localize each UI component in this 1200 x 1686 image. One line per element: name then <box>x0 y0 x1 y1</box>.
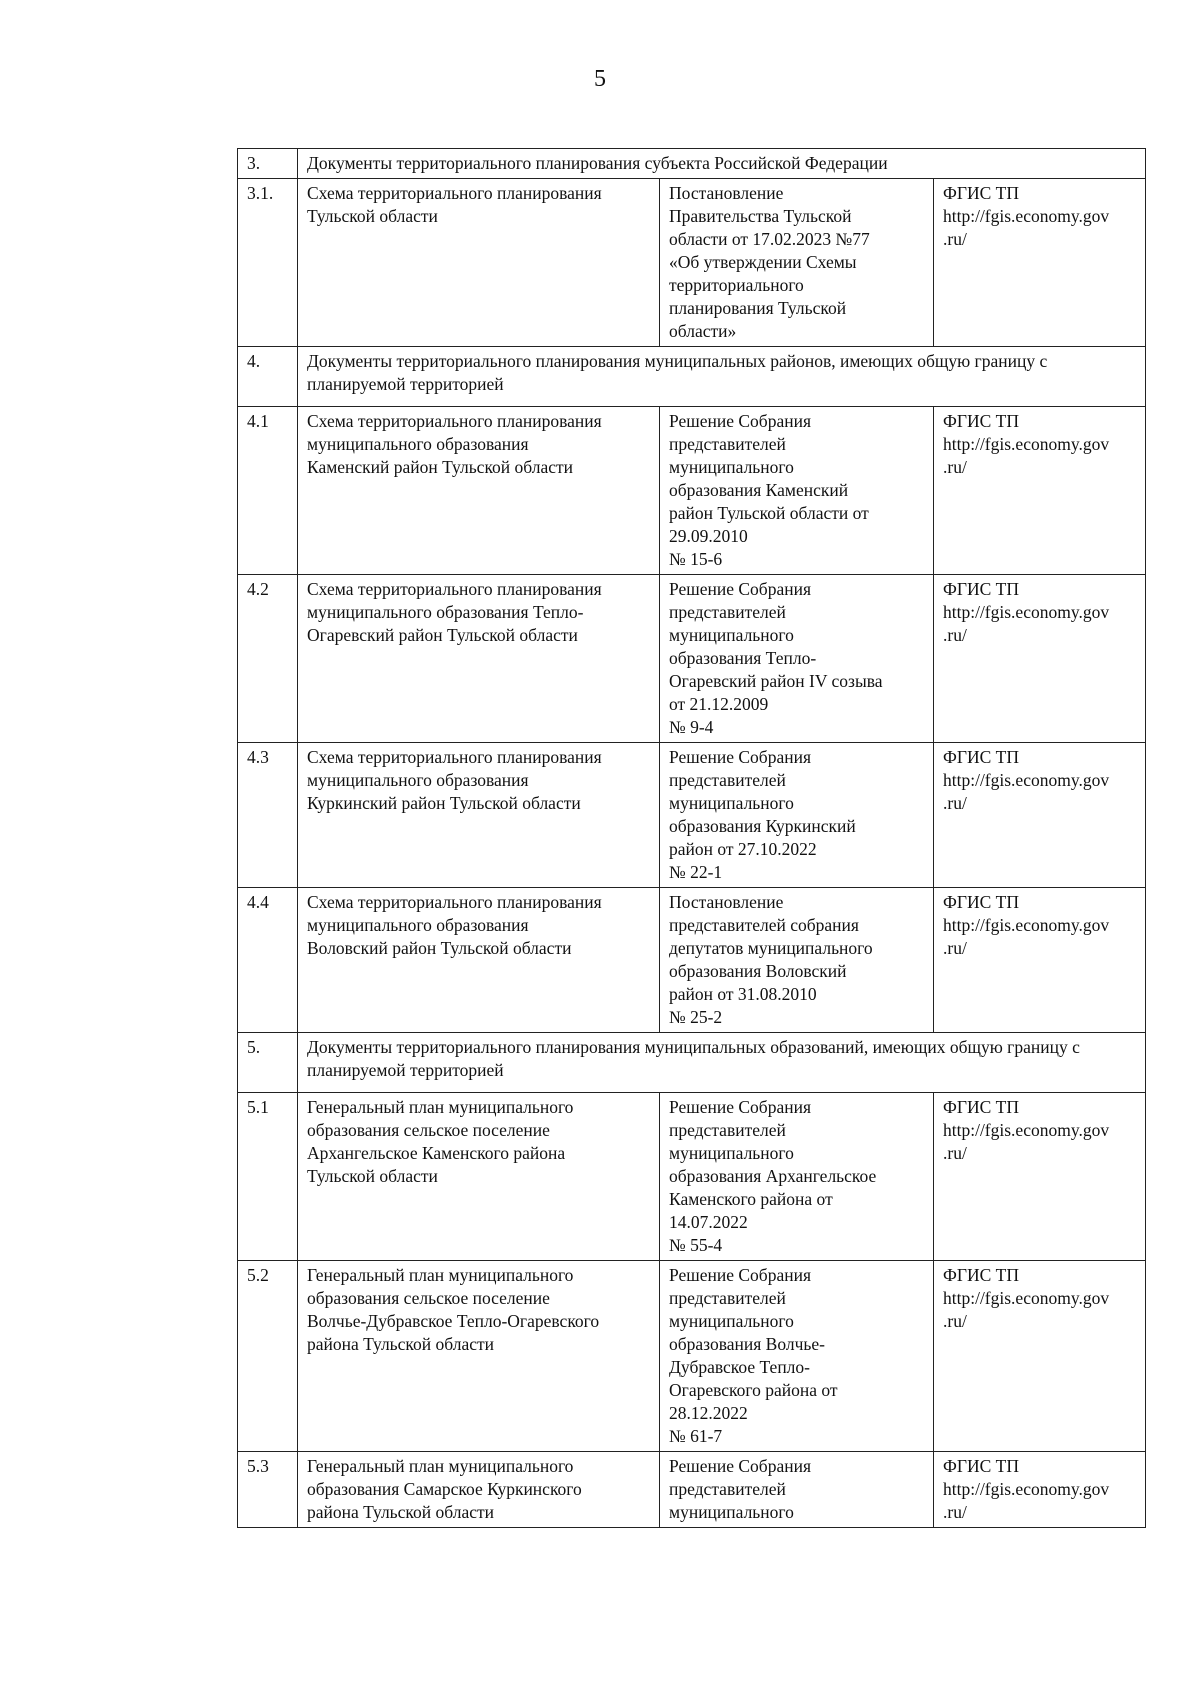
table-row <box>238 1261 1146 1452</box>
source-cell <box>934 888 1146 1033</box>
document-name-line: Архангельское Каменского района <box>307 1143 566 1163</box>
source-line: http://fgis.economy.gov <box>943 1288 1110 1308</box>
row-number: 5. <box>238 1033 298 1093</box>
document-name-line: Тульской области <box>307 206 438 226</box>
approval-act-line: Решение Собрания <box>669 747 812 767</box>
row-number: 4.2 <box>238 575 298 743</box>
source-line: ФГИС ТП <box>943 411 1019 431</box>
document-name-line: Схема территориального планирования <box>307 411 602 431</box>
approval-act-line: Правительства Тульской <box>669 206 852 226</box>
source-line: http://fgis.economy.gov <box>943 206 1110 226</box>
table-row <box>238 179 1146 347</box>
source-line: .ru/ <box>943 625 967 645</box>
row-number: 4. <box>238 347 298 407</box>
document-name-line: Волчье-Дубравское Тепло-Огаревского <box>307 1311 600 1331</box>
document-name-line: Воловский район Тульской области <box>307 938 572 958</box>
approval-act-cell <box>660 1452 934 1528</box>
approval-act-line: образования Волчье- <box>669 1334 825 1354</box>
territorial-planning-documents-table <box>237 148 1146 1528</box>
approval-act-line: муниципального <box>669 1311 794 1331</box>
row-number: 4.4 <box>238 888 298 1033</box>
document-name-line: образования сельское поселение <box>307 1288 550 1308</box>
approval-act-line: планирования Тульской <box>669 298 847 318</box>
approval-act-line: представителей собрания <box>669 915 859 935</box>
source-cell <box>934 1093 1146 1261</box>
approval-act-line: депутатов муниципального <box>669 938 873 958</box>
row-number: 3.1. <box>238 179 298 347</box>
document-name-line: Схема территориального планирования <box>307 892 602 912</box>
document-name-cell <box>298 888 660 1033</box>
document-name-line: муниципального образования Тепло- <box>307 602 584 622</box>
source-line: .ru/ <box>943 229 967 249</box>
source-line: .ru/ <box>943 1143 967 1163</box>
approval-act-cell <box>660 575 934 743</box>
approval-act-cell <box>660 179 934 347</box>
approval-act-line: муниципального <box>669 793 794 813</box>
approval-act-line: № 9-4 <box>669 717 714 737</box>
approval-act-line: представителей <box>669 602 786 622</box>
approval-act-line: «Об утверждении Схемы <box>669 252 857 272</box>
document-name-line: муниципального образования <box>307 770 529 790</box>
row-number: 4.3 <box>238 743 298 888</box>
row-number: 4.1 <box>238 407 298 575</box>
approval-act-line: представителей <box>669 1288 786 1308</box>
source-line: ФГИС ТП <box>943 183 1019 203</box>
approval-act-line: представителей <box>669 1120 786 1140</box>
approval-act-line: Решение Собрания <box>669 411 812 431</box>
source-cell <box>934 179 1146 347</box>
approval-act-line: район от 27.10.2022 <box>669 839 817 859</box>
source-line: http://fgis.economy.gov <box>943 915 1110 935</box>
document-name-line: Тульской области <box>307 1166 438 1186</box>
document-name-cell <box>298 407 660 575</box>
approval-act-line: образования Тепло- <box>669 648 817 668</box>
approval-act-line: № 55-4 <box>669 1235 723 1255</box>
document-name-line: Схема территориального планирования <box>307 183 602 203</box>
approval-act-line: муниципального <box>669 1143 794 1163</box>
source-line: http://fgis.economy.gov <box>943 1479 1110 1499</box>
approval-act-line: образования Воловский <box>669 961 847 981</box>
approval-act-line: Постановление <box>669 892 784 912</box>
approval-act-line: Каменского района от <box>669 1189 833 1209</box>
row-number: 5.1 <box>238 1093 298 1261</box>
document-name-line: Схема территориального планирования <box>307 747 602 767</box>
table-row <box>238 743 1146 888</box>
source-line: ФГИС ТП <box>943 1456 1019 1476</box>
section-title: Документы территориального планирования муниципальных образований, имеющих общую границу с планируемой территорией <box>298 1033 1146 1093</box>
row-number: 5.2 <box>238 1261 298 1452</box>
approval-act-line: 28.12.2022 <box>669 1403 748 1423</box>
source-cell <box>934 407 1146 575</box>
document-name-cell <box>298 1093 660 1261</box>
document-name-line: Генеральный план муниципального <box>307 1456 574 1476</box>
section-row <box>238 1033 1146 1093</box>
source-cell <box>934 575 1146 743</box>
approval-act-line: Решение Собрания <box>669 1097 812 1117</box>
approval-act-line: № 15-6 <box>669 549 723 569</box>
approval-act-cell <box>660 1261 934 1452</box>
approval-act-line: № 25-2 <box>669 1007 723 1027</box>
source-line: ФГИС ТП <box>943 892 1019 912</box>
document-name-line: Огаревский район Тульской области <box>307 625 578 645</box>
approval-act-line: от 21.12.2009 <box>669 694 769 714</box>
document-name-line: Каменский район Тульской области <box>307 457 574 477</box>
approval-act-line: район от 31.08.2010 <box>669 984 817 1004</box>
approval-act-line: области от 17.02.2023 №77 <box>669 229 870 249</box>
document-name-line: района Тульской области <box>307 1502 495 1522</box>
table-row <box>238 888 1146 1033</box>
section-row <box>238 347 1146 407</box>
document-name-line: Схема территориального планирования <box>307 579 602 599</box>
section-title: Документы территориального планирования муниципальных районов, имеющих общую границу с планируемой территорией <box>298 347 1146 407</box>
approval-act-line: Огаревский район IV созыва <box>669 671 883 691</box>
document-name-line: района Тульской области <box>307 1334 495 1354</box>
document-name-cell <box>298 179 660 347</box>
approval-act-line: Огаревского района от <box>669 1380 838 1400</box>
source-line: http://fgis.economy.gov <box>943 602 1110 622</box>
document-name-cell <box>298 575 660 743</box>
document-name-line: муниципального образования <box>307 434 529 454</box>
source-line: http://fgis.economy.gov <box>943 434 1110 454</box>
source-line: .ru/ <box>943 1502 967 1522</box>
table-row <box>238 1093 1146 1261</box>
approval-act-line: муниципального <box>669 625 794 645</box>
approval-act-cell <box>660 407 934 575</box>
row-number: 3. <box>238 149 298 179</box>
source-line: ФГИС ТП <box>943 579 1019 599</box>
approval-act-line: представителей <box>669 770 786 790</box>
document-name-line: муниципального образования <box>307 915 529 935</box>
source-line: .ru/ <box>943 1311 967 1331</box>
approval-act-line: район Тульской области от <box>669 503 869 523</box>
source-line: ФГИС ТП <box>943 1265 1019 1285</box>
approval-act-line: образования Куркинский <box>669 816 856 836</box>
document-name-cell <box>298 743 660 888</box>
source-line: .ru/ <box>943 793 967 813</box>
table-row <box>238 575 1146 743</box>
approval-act-line: 29.09.2010 <box>669 526 748 546</box>
document-name-line: образования Самарское Куркинского <box>307 1479 582 1499</box>
approval-act-line: 14.07.2022 <box>669 1212 748 1232</box>
section-title: Документы территориального планирования субъекта Российской Федерации <box>298 149 1146 179</box>
source-line: ФГИС ТП <box>943 1097 1019 1117</box>
source-cell <box>934 1261 1146 1452</box>
page-number: 5 <box>594 66 606 92</box>
source-line: ФГИС ТП <box>943 747 1019 767</box>
approval-act-line: Дубравское Тепло- <box>669 1357 810 1377</box>
document-name-cell <box>298 1261 660 1452</box>
approval-act-cell <box>660 743 934 888</box>
approval-act-line: представителей <box>669 1479 786 1499</box>
approval-act-line: представителей <box>669 434 786 454</box>
section-row <box>238 149 1146 179</box>
row-number: 5.3 <box>238 1452 298 1528</box>
document-name-line: Генеральный план муниципального <box>307 1265 574 1285</box>
approval-act-line: Постановление <box>669 183 784 203</box>
document-name-line: Генеральный план муниципального <box>307 1097 574 1117</box>
approval-act-line: муниципального <box>669 1502 794 1522</box>
document-name-line: Куркинский район Тульской области <box>307 793 581 813</box>
approval-act-line: территориального <box>669 275 804 295</box>
approval-act-line: Решение Собрания <box>669 1265 812 1285</box>
source-line: http://fgis.economy.gov <box>943 1120 1110 1140</box>
source-cell <box>934 1452 1146 1528</box>
approval-act-line: Решение Собрания <box>669 579 812 599</box>
source-line: http://fgis.economy.gov <box>943 770 1110 790</box>
approval-act-cell <box>660 888 934 1033</box>
approval-act-cell <box>660 1093 934 1261</box>
approval-act-line: образования Каменский <box>669 480 849 500</box>
source-line: .ru/ <box>943 938 967 958</box>
document-name-cell <box>298 1452 660 1528</box>
approval-act-line: образования Архангельское <box>669 1166 877 1186</box>
source-cell <box>934 743 1146 888</box>
document-name-line: образования сельское поселение <box>307 1120 550 1140</box>
approval-act-line: № 61-7 <box>669 1426 723 1446</box>
table-row <box>238 1452 1146 1528</box>
table-row <box>238 407 1146 575</box>
approval-act-line: области» <box>669 321 737 341</box>
approval-act-line: Решение Собрания <box>669 1456 812 1476</box>
source-line: .ru/ <box>943 457 967 477</box>
approval-act-line: № 22-1 <box>669 862 723 882</box>
approval-act-line: муниципального <box>669 457 794 477</box>
